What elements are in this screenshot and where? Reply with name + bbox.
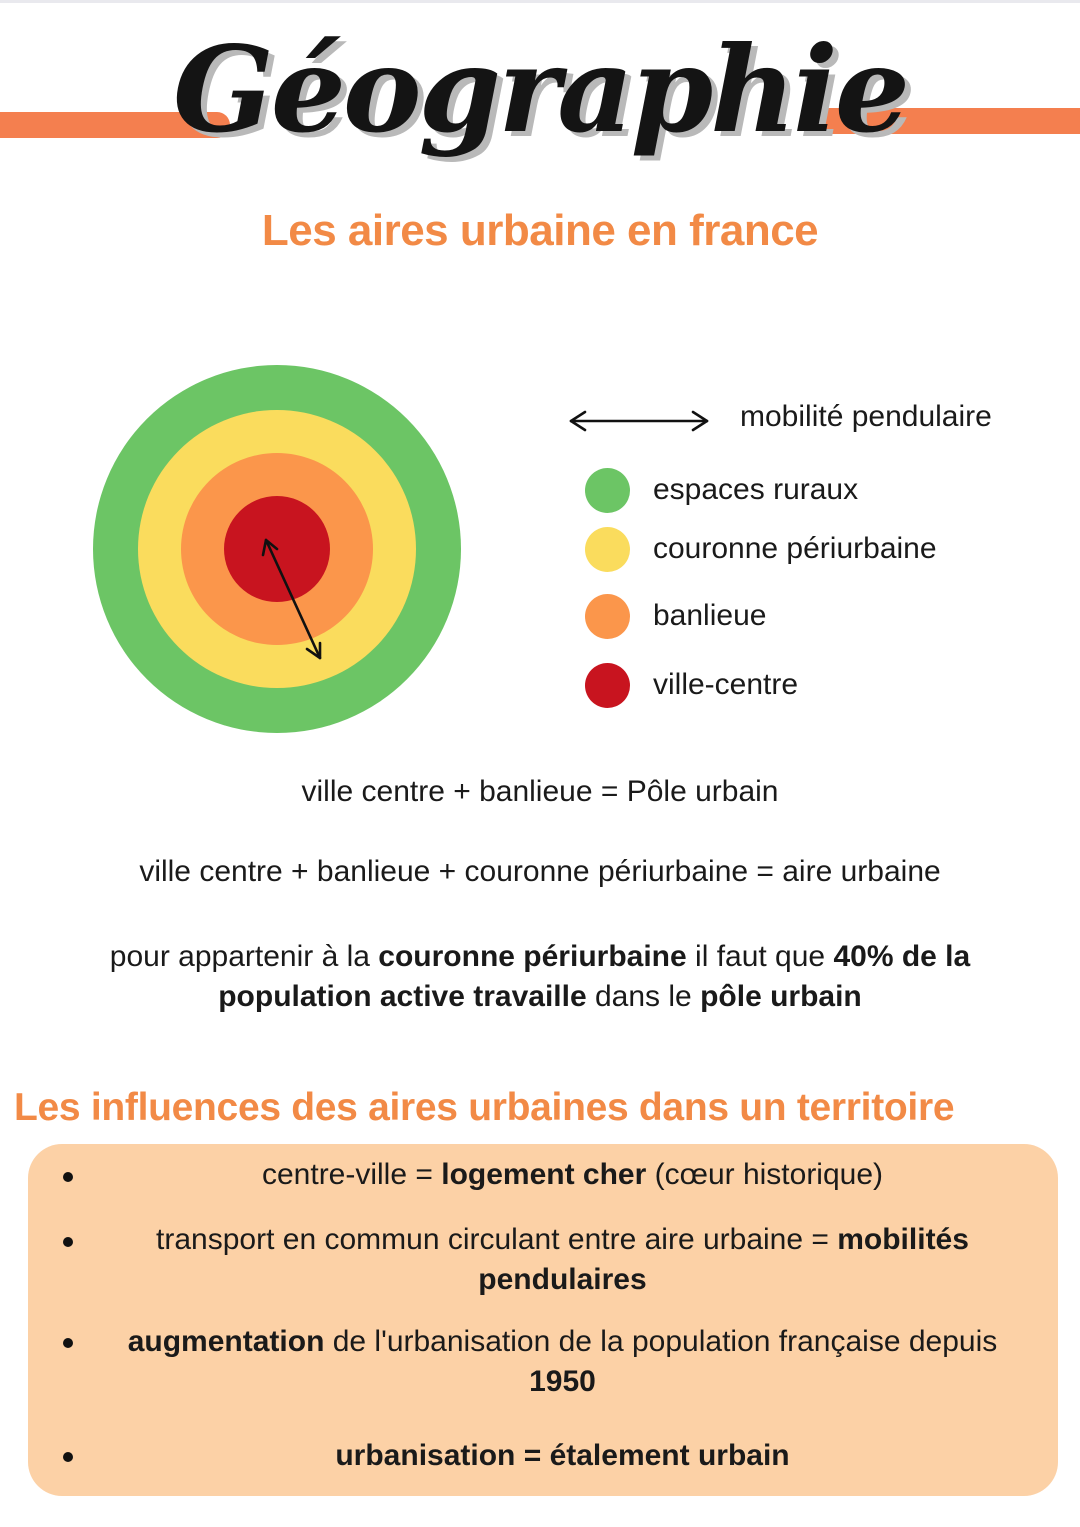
bullet-bold: augmentation [127,1325,325,1358]
double-arrow-icon [566,406,716,436]
bullet-icon [63,1237,73,1247]
legend-item [585,526,1045,574]
legend-label: ville-centre [653,668,799,701]
rule-text: pour appartenir à la [109,940,379,973]
equation-aire-urbaine: ville centre + banlieue + couronne périurbaine = aire urbaine [139,855,941,888]
equation-pole-urbain: ville centre + banlieue = Pôle urbain [301,775,779,808]
bullet-text: (cœur historique) [646,1158,884,1191]
rule-text: dans le [586,980,701,1013]
bullet-icon [63,1172,73,1182]
rule-text: il faut que [686,940,834,973]
yellow-dot-icon [585,527,630,572]
bullet-bold: logement cher [441,1158,647,1191]
legend-item [585,467,1045,515]
bullet-bold: mobilités pendulaires [478,1223,969,1296]
page-title: Géographie [173,20,907,159]
bullet-icon [63,1452,73,1462]
urban-area-diagram [90,362,465,737]
rule-bold: couronne périurbaine [378,940,687,973]
bullet-text: transport en commun circulant entre aire urbaine = [156,1223,838,1256]
page-subtitle: Les aires urbaine en france [261,206,819,255]
legend-label: couronne périurbaine [653,532,937,565]
bullet-bold: urbanisation = étalement urbain [335,1439,790,1472]
top-divider [0,0,1080,3]
legend-mobility [566,398,1046,448]
rule-bold: 40% de la population active travaille [218,940,971,1013]
bullet-icon [63,1338,73,1348]
rule-bold: pôle urbain [700,980,862,1013]
legend-mobility-label: mobilité pendulaire [740,400,992,433]
legend-label: espaces ruraux [653,473,859,506]
orange-dot-icon [585,594,630,639]
bullet-text: de l'urbanisation de la population française depuis [324,1325,998,1358]
legend-label: banlieue [653,599,767,632]
bullet-item [100,1436,1025,1476]
section-title: Les influences des aires urbaines dans un territoire [14,1086,955,1129]
legend-item [585,662,1045,710]
bullet-item [100,1220,1025,1300]
bullet-item [110,1155,1035,1195]
rule-paragraph [40,937,1040,1017]
bullet-text: centre-ville = [261,1158,442,1191]
red-dot-icon [585,663,630,708]
legend-item [585,593,1045,641]
bullet-bold: 1950 [529,1365,596,1398]
green-dot-icon [585,468,630,513]
bullet-item [100,1322,1025,1402]
